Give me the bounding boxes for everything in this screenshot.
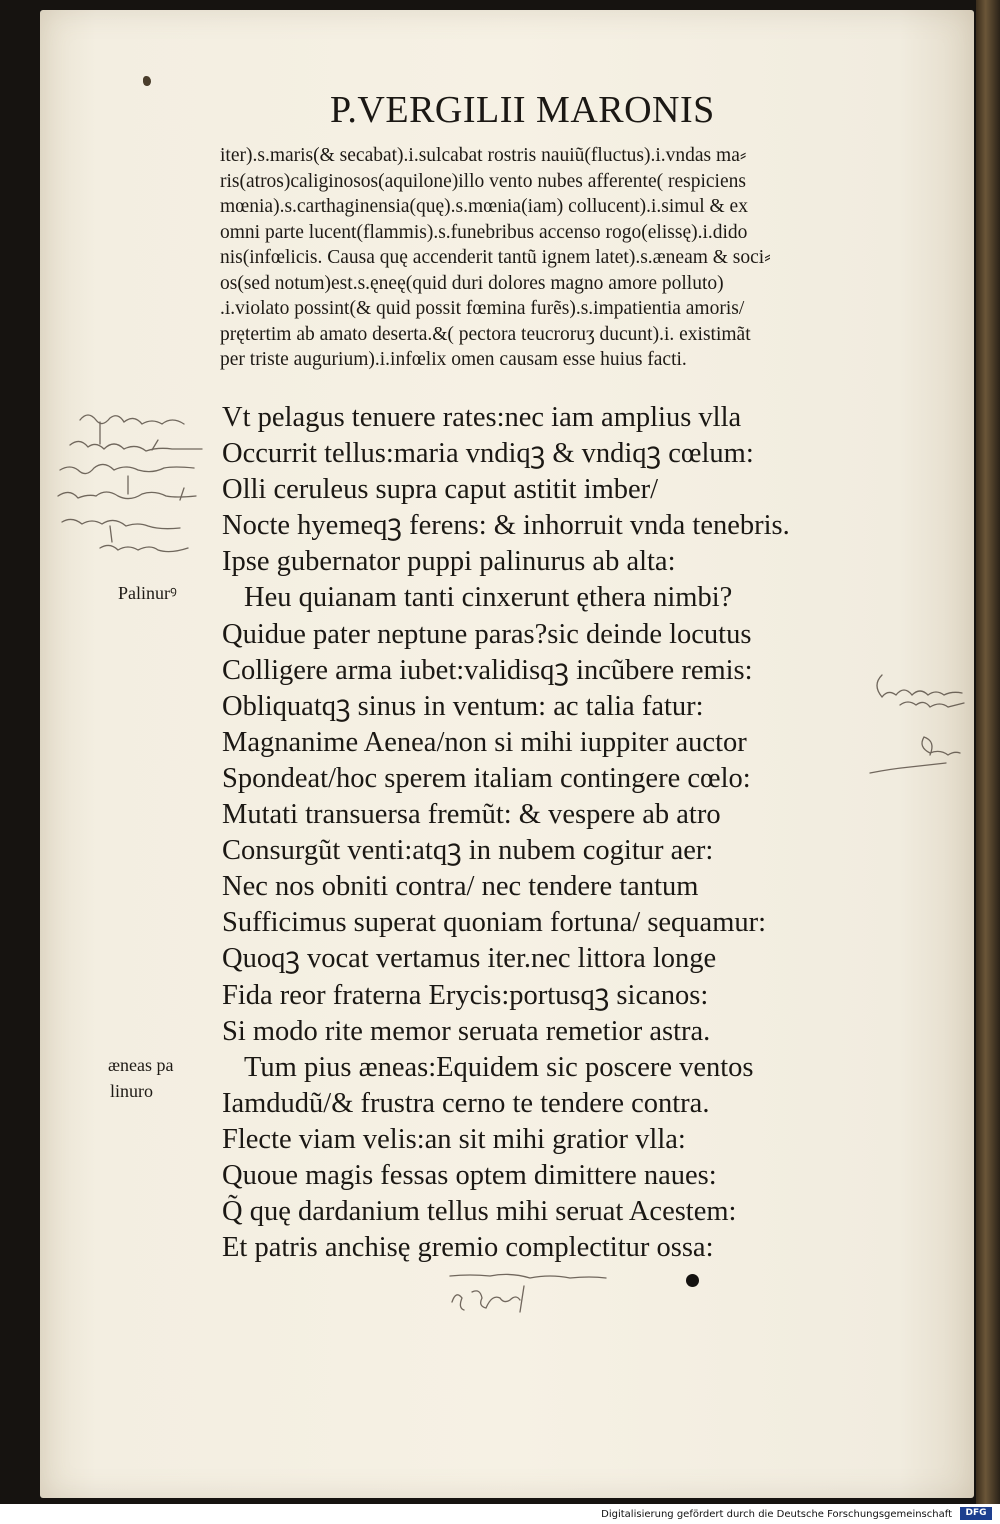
verse-line: Occurrit tellus:maria vndiqꝫ & vndiqꝫ cœlum:	[222, 438, 754, 470]
verse-line: Nocte hyemeqꝫ ferens: & inhorruit vnda tenebris.	[222, 510, 790, 542]
commentary-line: omni parte lucent(flammis).s.funebribus accenso rogo(elissę).i.dido	[220, 221, 748, 243]
ink-blot	[143, 76, 151, 86]
ink-dot	[686, 1274, 699, 1287]
side-note-aeneas: æneas pa	[108, 1055, 174, 1075]
verse-line: Quidue pater neptune paras?sic deinde locutus	[222, 618, 752, 650]
side-note-aeneas-cont: linuro	[110, 1081, 153, 1101]
handwritten-annotation-bottom	[440, 1262, 620, 1322]
verse-line: Olli ceruleus supra caput astitit imber/	[222, 474, 659, 506]
dfg-logo: DFG	[960, 1507, 992, 1520]
commentary-line: iter).s.maris(& secabat).i.sulcabat rostris nauiũ(fluctus).i.vndas ma⸗	[220, 145, 747, 166]
verse-line: Et patris anchisę gremio complectitur ossa:	[222, 1232, 714, 1264]
commentary-line: nis(infœlicis. Causa quę accenderit tantũ ignem latet).s.æneam & soci⸗	[220, 247, 771, 268]
verse-line: Ipse gubernator puppi palinurus ab alta:	[222, 546, 676, 578]
verse-line: Heu quianam tanti cinxerunt ęthera nimbi?	[244, 582, 733, 614]
commentary-line: ris(atros)caliginosos(aquilone)illo vento nubes afferente( respiciens	[220, 170, 746, 192]
commentary-line: mœnia).s.carthaginensia(quę).s.mœnia(iam) collucent).i.simul & ex	[220, 196, 748, 217]
commentary-line: os(sed notum)est.s.ęneę(quid duri dolores magno amore polluto)	[220, 272, 724, 294]
verse-line: Quoue magis fessas optem dimittere naues:	[222, 1159, 717, 1191]
page-title: P.VERGILII MARONIS	[330, 89, 715, 131]
commentary-line: per triste augurium).i.infœlix omen causam esse huius facti.	[220, 349, 687, 370]
verse-line: Nec nos obniti contra/ nec tendere tantum	[222, 871, 699, 903]
side-note-palinurus: Palinurꝰ	[118, 583, 177, 603]
book-edge	[976, 0, 1000, 1504]
verse-line: Sufficimus superat quoniam fortuna/ sequamur:	[222, 907, 767, 939]
verse-line: Mutati transuersa fremũt: & vespere ab atro	[222, 799, 721, 831]
verse-line: Magnanime Aenea/non si mihi iuppiter auctor	[222, 726, 747, 758]
verse-line: Tum pius æneas:Equidem sic poscere ventos	[244, 1051, 754, 1083]
commentary-line: .i.violato possint(& quid possit fœmina furẽs).s.impatientia amoris/	[220, 298, 745, 319]
verse-line: Quoqꝫ vocat vertamus iter.nec littora longe	[222, 943, 717, 975]
verse-line: Spondeat/hoc sperem italiam contingere cœlo:	[222, 762, 751, 794]
verse-block	[222, 400, 942, 1266]
handwritten-annotation-right	[860, 655, 970, 785]
verse-line: Consurgũt venti:atqꝫ in nubem cogitur aer:	[222, 835, 714, 867]
verse-line: Colligere arma iubet:validisqꝫ incũbere remis:	[222, 654, 753, 686]
verse-line: Iamdudũ/& frustra cerno te tendere contra.	[222, 1087, 710, 1119]
verse-line: Fida reor fraterna Erycis:portusqꝫ sicanos:	[222, 979, 709, 1011]
funding-credit: Digitalisierung gefördert durch die Deutsche Forschungsgemeinschaft	[601, 1509, 952, 1520]
handwritten-annotation-left	[40, 400, 230, 570]
commentary-line: prętertim ab amato deserta.&( pectora teucroruʒ ducunt).i. existimãt	[220, 323, 751, 345]
verse-line: Q̃ quę dardanium tellus mihi seruat Acestem:	[222, 1196, 737, 1228]
verse-line: Si modo rite memor seruata remetior astra.	[222, 1015, 711, 1047]
verse-line: Obliquatqꝫ sinus in ventum: ac talia fatur:	[222, 690, 704, 722]
verse-line: Flecte viam velis:an sit mihi gratior vlla:	[222, 1123, 686, 1155]
verse-line: Vt pelagus tenuere rates:nec iam amplius vlla	[222, 402, 742, 433]
commentary-block	[220, 143, 930, 373]
